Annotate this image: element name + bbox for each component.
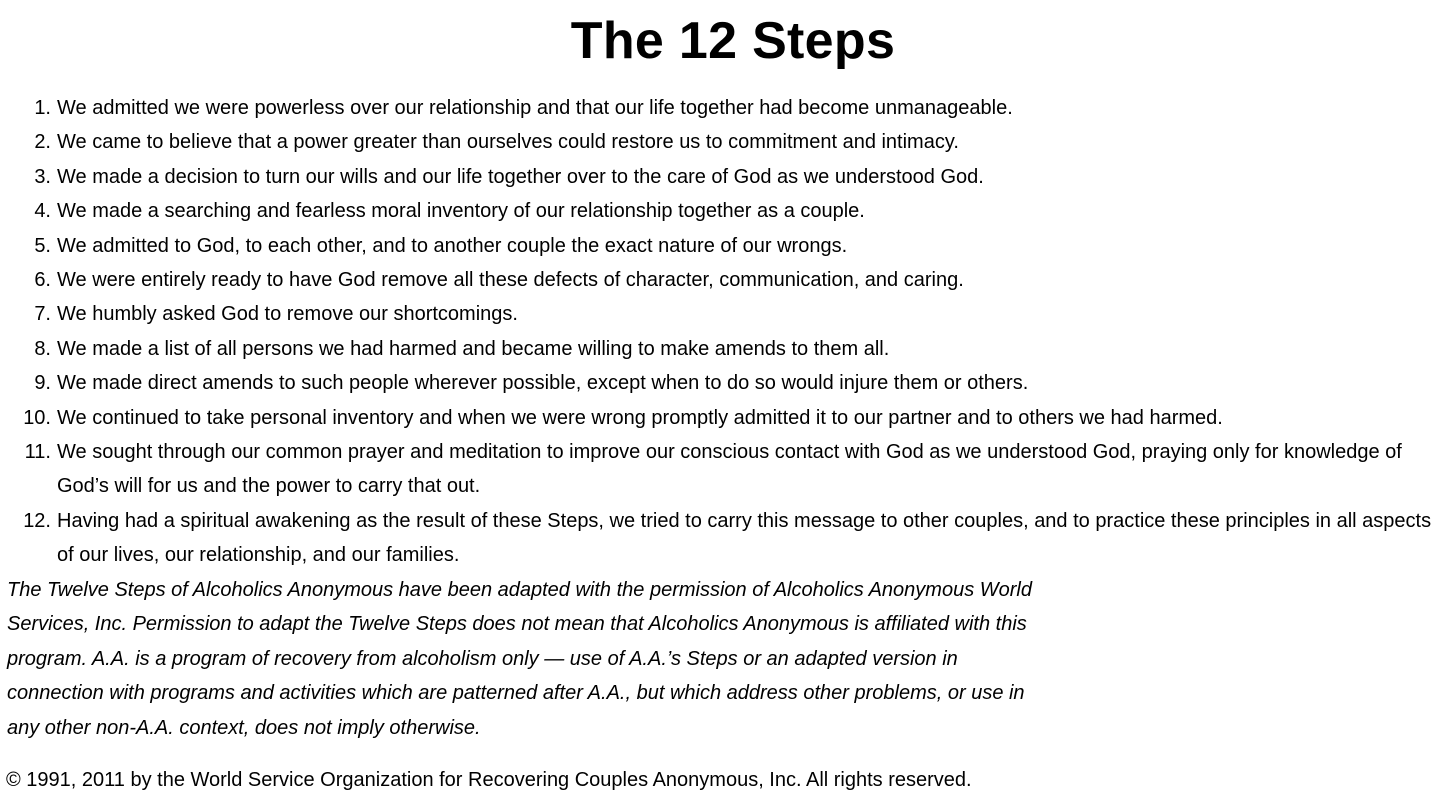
step-text: We made direct amends to such people wherever possible, except when to do so would injure them or others.	[57, 372, 1029, 395]
step-number: 12.	[23, 509, 51, 532]
step-item-8	[0, 332, 1456, 366]
step-number: 1.	[34, 97, 51, 119]
step-number: 11.	[24, 441, 51, 464]
step-item-2	[0, 125, 1456, 159]
step-number: 7.	[34, 303, 51, 326]
step-item-6	[0, 263, 1456, 297]
step-number: 2.	[34, 131, 51, 154]
step-number: 4.	[34, 200, 51, 223]
disclaimer-paragraph: The Twelve Steps of Alcoholics Anonymous have been adapted with the permission of Alcoholics Anonymous World Services, Inc. Permission to adapt the Twelve Steps does not mean that Alcoholics Anonymous is affiliated with this program. A.A. is a program of recovery from alcoholism only — use of A.A.’s Steps or an adapted version in connection with programs and activities which are patterned after A.A., but which address other problems, or use in any other non-A.A. context, does not imply otherwise.	[7, 579, 1032, 739]
step-text: We made a list of all persons we had harmed and became willing to make amends to them all.	[57, 337, 890, 360]
step-text: We made a decision to turn our wills and our life together over to the care of God as we understood God.	[57, 165, 984, 188]
step-number: 9.	[34, 372, 51, 395]
step-text: We continued to take personal inventory and when we were wrong promptly admitted it to our partner and to others we had harmed.	[57, 406, 1223, 429]
step-item-7	[0, 297, 1456, 331]
step-number: 8.	[34, 337, 51, 360]
step-text: We admitted we were powerless over our relationship and that our life together had become unmanageable.	[57, 97, 1013, 119]
step-text: We made a searching and fearless moral inventory of our relationship together as a couple.	[57, 200, 865, 223]
step-text: We were entirely ready to have God remove all these defects of character, communication, and caring.	[57, 269, 964, 292]
step-text: We sought through our common prayer and meditation to improve our conscious contact with God as we understood God, praying only for knowledge of God’s will for us and the power to carry that out.	[57, 441, 1402, 498]
step-item-11	[0, 435, 1456, 504]
page-title: The 12 Steps	[570, 12, 896, 70]
step-text: Having had a spiritual awakening as the result of these Steps, we tried to carry this message to other couples, and to practice these principles in all aspects of our lives, our relationship, and our families.	[57, 509, 1432, 567]
step-text: We admitted to God, to each other, and to another couple the exact nature of our wrongs.	[57, 234, 848, 257]
step-number: 6.	[34, 269, 51, 292]
step-item-12	[0, 504, 1456, 573]
step-item-5	[0, 229, 1456, 263]
copyright-notice: © 1991, 2011 by the World Service Organization for Recovering Couples Anonymous, Inc. All rights reserved.	[6, 769, 972, 791]
step-text: We came to believe that a power greater than ourselves could restore us to commitment and intimacy.	[57, 131, 959, 154]
steps-list	[0, 91, 1456, 573]
step-item-9	[0, 366, 1456, 400]
step-number: 3.	[34, 165, 51, 188]
step-item-10	[0, 401, 1456, 435]
step-number: 5.	[34, 234, 51, 257]
step-text: We humbly asked God to remove our shortcomings.	[57, 303, 518, 326]
step-item-1	[0, 91, 1456, 125]
step-number: 10.	[23, 406, 51, 429]
step-item-3	[0, 160, 1456, 194]
step-item-4	[0, 194, 1456, 228]
